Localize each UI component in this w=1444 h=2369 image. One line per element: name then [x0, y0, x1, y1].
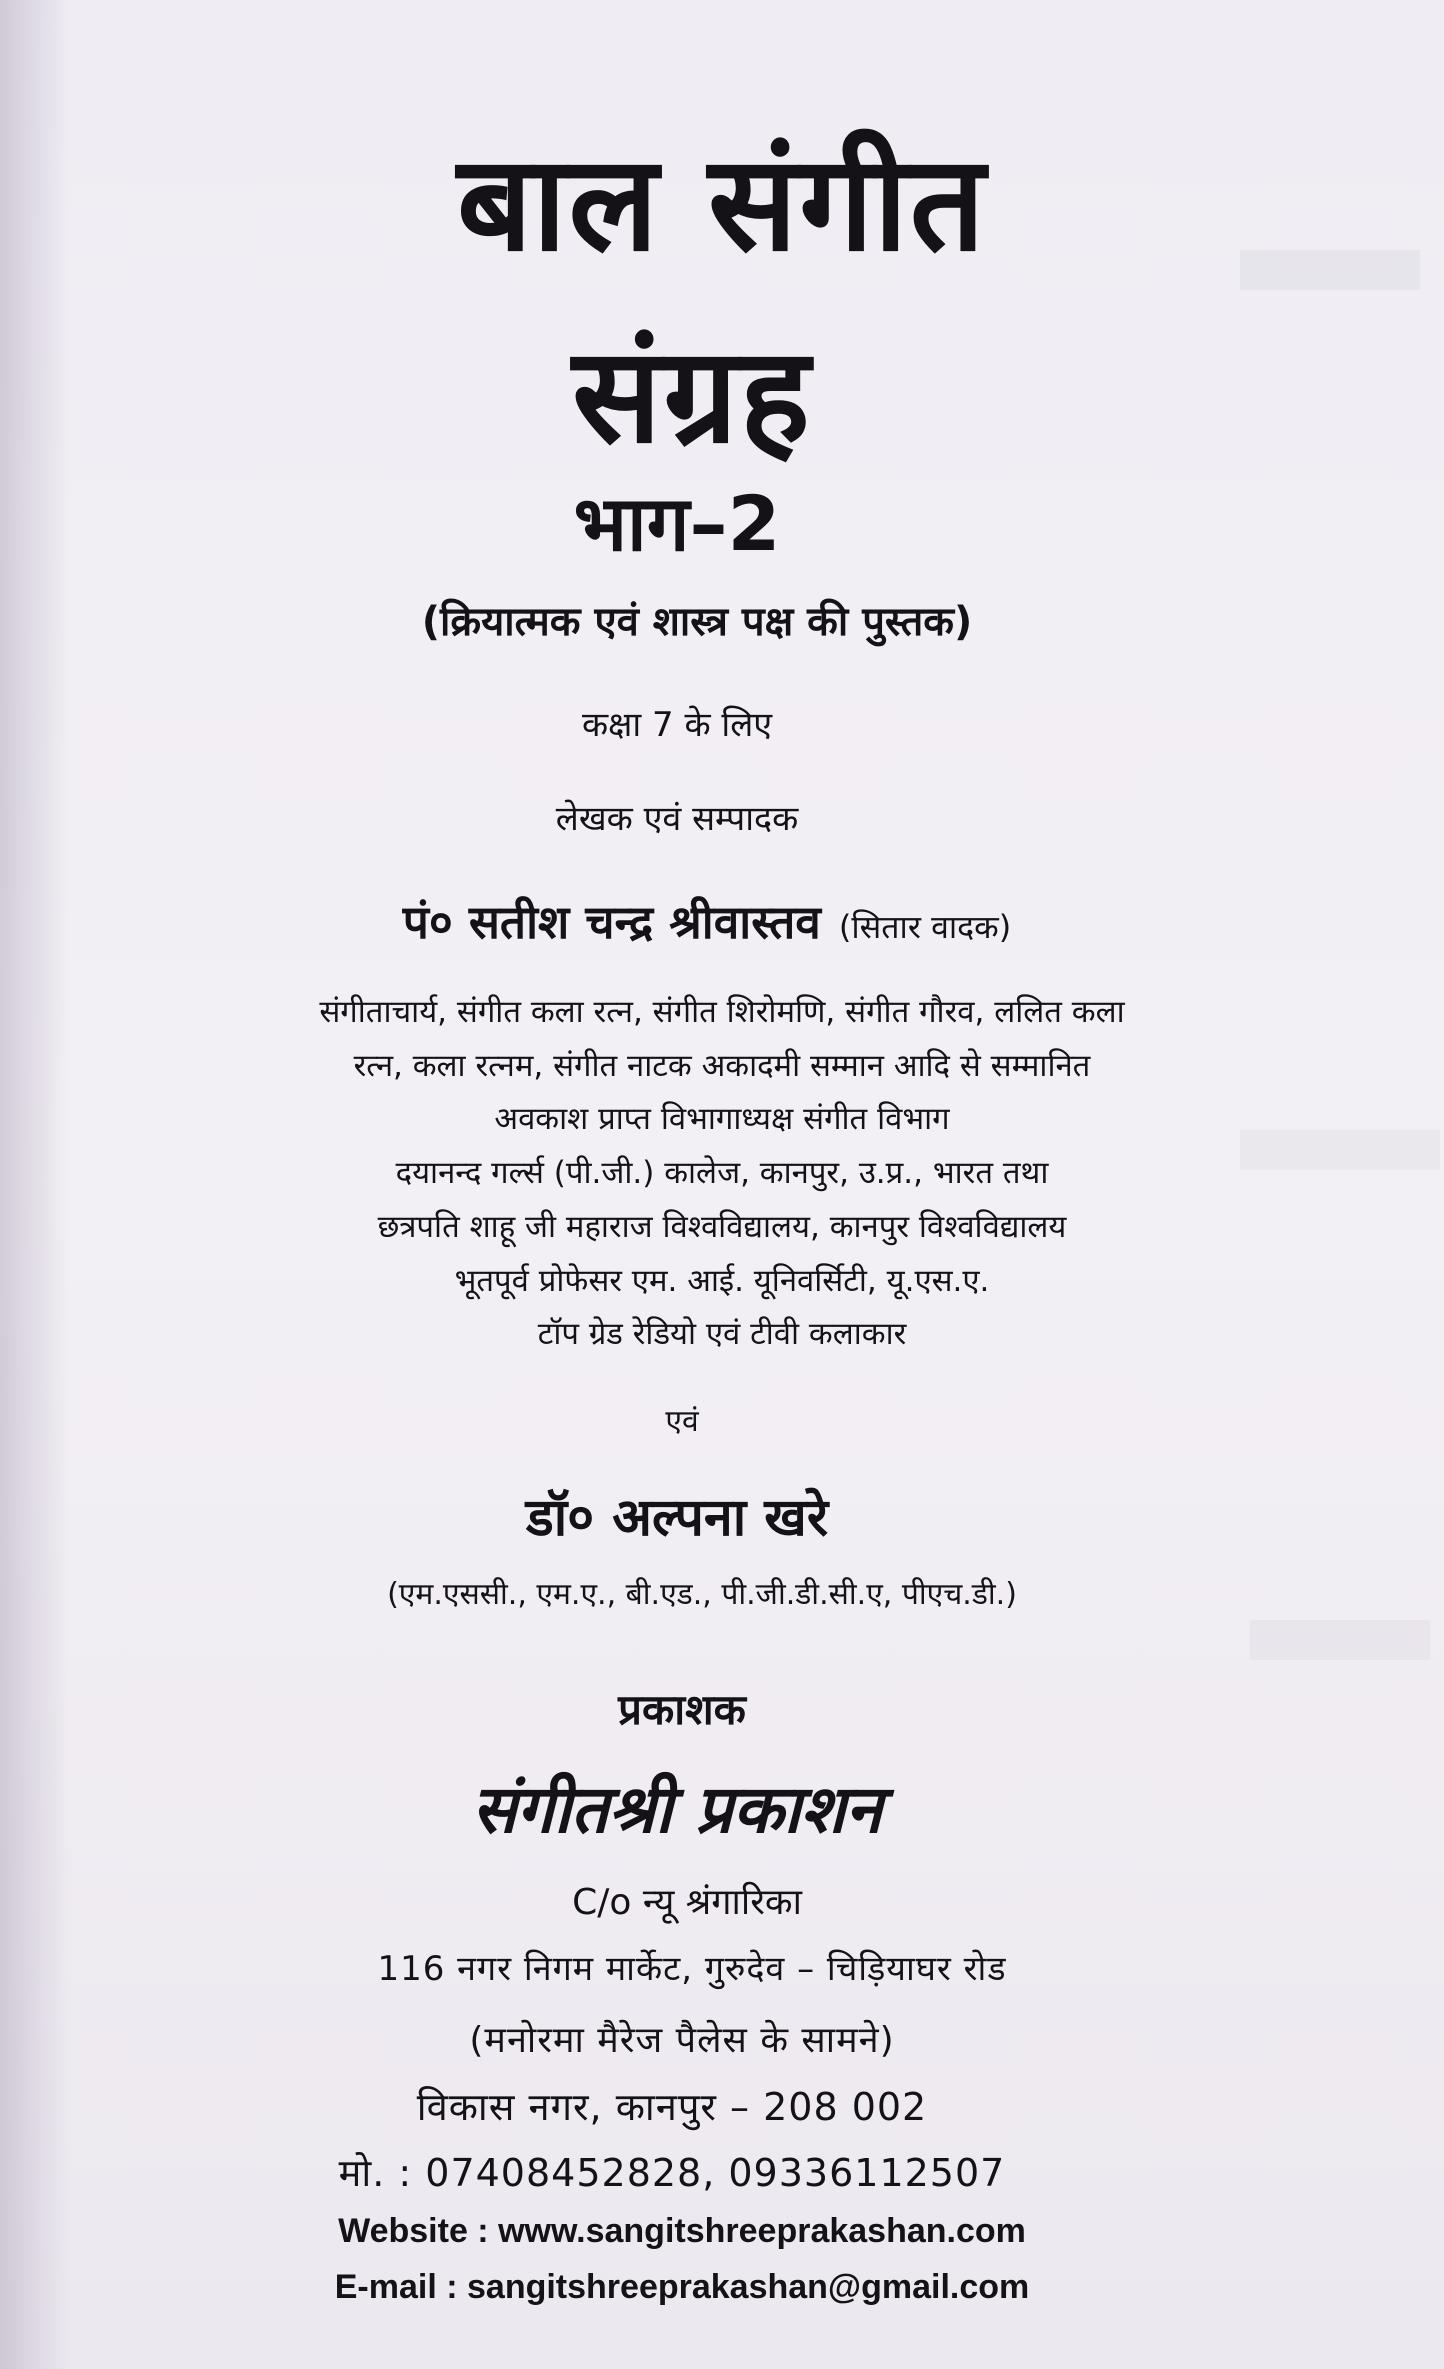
credential-line: छत्रपति शाहू जी महाराज विश्वविद्यालय, कानपुर विश्वविद्यालय [377, 1209, 1067, 1245]
role-label: लेखक एवं सम्पादक [555, 799, 799, 839]
address-line-1: 116 नगर निगम मार्केट, गुरुदेव – चिड़ियाघर रोड [377, 1949, 1007, 1989]
book-subtitle: (क्रियात्मक एवं शास्त्र पक्ष की पुस्तक) [421, 599, 973, 645]
publisher-label: प्रकाशक [618, 1685, 746, 1734]
email: E-mail : sangitshreeprakashan@gmail.com [334, 2268, 1030, 2306]
author-1-name: पं० सतीश चन्द्र श्रीवास्तव [402, 895, 821, 949]
credential-line: टॉप ग्रेड रेडियो एवं टीवी कलाकार [537, 1316, 907, 1352]
address-line-2: (मनोरमा मैरेज पैलेस के सामने) [469, 2020, 895, 2061]
credential-line: भूतपूर्व प्रोफेसर एम. आई. यूनिवर्सिटी, यू.एस.ए. [454, 1263, 990, 1299]
credential-line: अवकाश प्राप्त विभागाध्यक्ष संगीत विभाग [494, 1101, 950, 1137]
website: Website : www.sangitshreeprakashan.com [338, 2212, 1026, 2250]
credential-line: रत्न, कला रत्नम, संगीत नाटक अकादमी सम्मान आदि से सम्मानित [353, 1048, 1091, 1084]
address-care-of: C/o न्यू श्रंगारिका [572, 1882, 802, 1923]
credential-line: दयानन्द गर्ल्स (पी.जी.) कालेज, कानपुर, उ.प्र., भारत तथा [395, 1155, 1049, 1191]
author-1-title: (सितार वादक) [838, 908, 1012, 946]
book-part: भाग–2 [573, 479, 781, 568]
show-through-band [1250, 1620, 1430, 1660]
credential-line: संगीताचार्य, संगीत कला रत्न, संगीत शिरोमणि, संगीत गौरव, ललित कला [319, 994, 1125, 1030]
conjunction: एवं [665, 1404, 699, 1439]
author-2-name: डॉ० अल्पना खरे [525, 1488, 829, 1548]
book-title-line-2: संग्रह [572, 319, 812, 473]
book-title-line-1: बाल संगीत [457, 127, 987, 281]
author-1 [0, 890, 1429, 952]
author-2-degrees: (एम.एससी., एम.ए., बी.एड., पी.जी.डी.सी.ए, पीएच.डी.) [387, 1577, 1017, 1612]
phone-numbers: मो. : 07408452828, 09336112507 [338, 2151, 1006, 2195]
address-line-3: विकास नगर, कानपुर – 208 002 [416, 2085, 928, 2129]
publisher-name: संगीतश्री प्रकाशन [471, 1771, 883, 1848]
class-label: कक्षा 7 के लिए [581, 705, 773, 745]
